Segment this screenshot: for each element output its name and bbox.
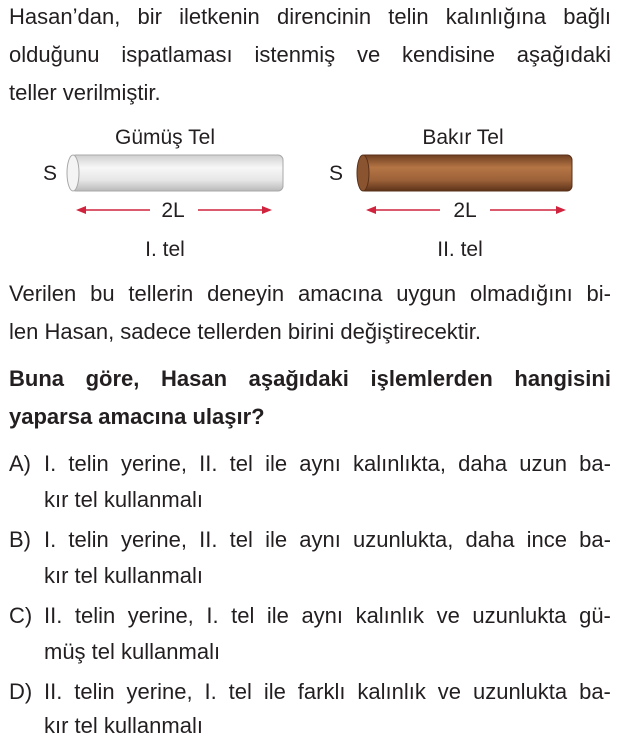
option-c-line-2: müş tel kullanmalı [44, 639, 221, 664]
option-d-line-1 [44, 678, 611, 705]
word: direncinin [276, 4, 372, 29]
word: ile [265, 527, 288, 552]
word: aynı [299, 527, 341, 552]
wire2-cross-section-label: S [328, 162, 343, 185]
word: aynı [299, 451, 341, 476]
option-d-line-2: kır tel kullanmalı [44, 713, 203, 738]
word: Verilen [9, 281, 77, 306]
word: iletkenin [179, 4, 260, 29]
word: istenmiş [254, 42, 336, 67]
word: kalınlık [357, 679, 426, 704]
word: işlemlerden [370, 366, 493, 391]
copper-wire [357, 155, 572, 191]
option-d-letter: D) [9, 679, 33, 704]
silver-wire [67, 155, 283, 191]
option-b-letter: B) [9, 527, 31, 552]
option-a-letter: A) [9, 451, 31, 476]
word: kalınlıkta, [353, 451, 446, 476]
wire1-cross-section-label: S [42, 162, 57, 185]
word: telin [68, 451, 109, 476]
word: bi- [586, 281, 611, 306]
word: uzunlukta [472, 679, 568, 704]
option-a-line-1 [44, 450, 611, 477]
context-line-2: len Hasan, sadece tellerden birini değiştirecektir. [9, 319, 482, 344]
word: uygun [396, 281, 457, 306]
word: ve [437, 679, 462, 704]
word: I. [44, 451, 57, 476]
word: telin [388, 4, 429, 29]
word: yerine, [120, 527, 187, 552]
word: yerine, [127, 603, 194, 628]
word: gü- [579, 603, 611, 628]
question-line-2: yaparsa amacına ulaşır? [9, 404, 265, 429]
word: bir [137, 4, 162, 29]
wire1-name: I. tel [145, 238, 185, 261]
word: II. [199, 451, 218, 476]
word: tel [228, 679, 252, 704]
word: I. [204, 679, 217, 704]
word: bu [90, 281, 115, 306]
word: yerine, [126, 679, 193, 704]
word: deneyin [207, 281, 285, 306]
option-b-line-2: kır tel kullanmalı [44, 563, 203, 588]
word: I. [206, 603, 219, 628]
word: aynı [301, 603, 344, 628]
word: ba- [579, 451, 611, 476]
intro-line-3: teller verilmiştir. [9, 80, 161, 105]
wire2-title: Bakır Tel [422, 126, 504, 149]
word: yerine, [120, 451, 187, 476]
word: daha [458, 451, 508, 476]
word: II. [199, 527, 218, 552]
word: kalınlık [355, 603, 425, 628]
question-line-1 [9, 365, 611, 392]
word: bağlı [563, 4, 611, 29]
word: uzunlukta [472, 603, 567, 628]
word: tellerin [128, 281, 194, 306]
word: aşağıdaki [516, 42, 611, 67]
word: II. [44, 603, 63, 628]
word: telin [74, 679, 115, 704]
word: ve [356, 42, 381, 67]
word: ba- [579, 679, 611, 704]
word: daha [465, 527, 515, 552]
word: farklı [297, 679, 346, 704]
option-b-line-1 [44, 526, 611, 553]
word: telin [68, 527, 109, 552]
word: ispatlaması [121, 42, 233, 67]
wire1-title: Gümüş Tel [115, 126, 215, 149]
word: Hasan [160, 366, 228, 391]
word: ve [436, 603, 460, 628]
word: Hasan’dan, [9, 4, 121, 29]
word: ile [266, 603, 289, 628]
word: telin [74, 603, 116, 628]
word: tel [229, 451, 253, 476]
option-a-line-2: kır tel kullanmalı [44, 487, 203, 512]
wire2-name: II. tel [437, 238, 483, 261]
word: Buna [9, 366, 64, 391]
word: ba- [579, 527, 611, 552]
word: ile [263, 679, 286, 704]
word: aşağıdaki [248, 366, 349, 391]
context-line-1 [9, 280, 611, 307]
word: hangisini [514, 366, 611, 391]
wire2-length-label: 2L [453, 199, 477, 222]
word: kendisine [402, 42, 495, 67]
word: amacına [297, 281, 383, 306]
word: uzun [519, 451, 567, 476]
word: ile [265, 451, 288, 476]
wire1-length-label: 2L [161, 199, 185, 222]
word: uzunlukta, [353, 527, 454, 552]
word: kalınlığına [445, 4, 547, 29]
option-c-line-1 [44, 602, 611, 629]
word: II. [44, 679, 63, 704]
word: olduğunu [9, 42, 100, 67]
word: olmadığını [469, 281, 573, 306]
word: tel [229, 527, 253, 552]
word: tel [231, 603, 255, 628]
word: göre, [85, 366, 140, 391]
word: I. [44, 527, 57, 552]
word: ince [526, 527, 567, 552]
option-c-letter: C) [9, 603, 33, 628]
